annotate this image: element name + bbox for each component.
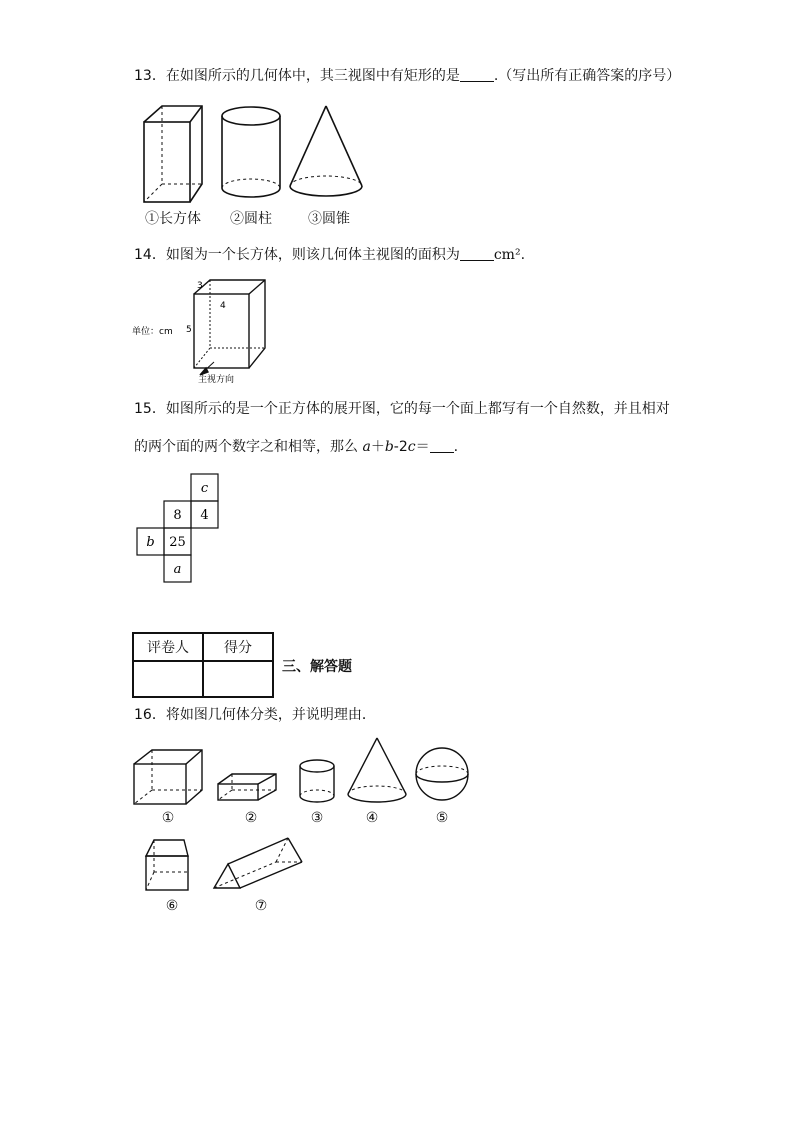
q16-figure-4-cone: [348, 738, 406, 802]
score-table-score-cell[interactable]: [203, 661, 273, 697]
section-title: 三、解答题: [282, 659, 352, 675]
q13-text-after: .（写出所有正确答案的序号）: [493, 68, 681, 84]
q16-figure-5-sphere: [416, 748, 468, 800]
q15-line1: 15．如图所示的是一个正方体的展开图，它的每一个面上都写有一个自然数，并且相对: [134, 401, 670, 417]
q16-label-2: ②: [244, 810, 258, 826]
q15-period: .: [453, 439, 459, 455]
q13-question: [134, 67, 680, 85]
q14-period: .: [520, 247, 526, 263]
net-cell-4: 4: [200, 508, 209, 523]
q14-dim-top: 3: [197, 281, 203, 291]
q16-label-1: ①: [161, 810, 175, 826]
q15-line2: [134, 438, 458, 456]
q14-dim-depth: 4: [220, 301, 226, 311]
q14-question: [134, 246, 525, 264]
q16-figure-1-cube: [134, 750, 202, 804]
q13-answer-blank[interactable]: [460, 67, 494, 82]
q16-figure-6-frustum: [146, 840, 188, 890]
q16-figures-row1: [130, 734, 476, 808]
score-table-grader-cell[interactable]: [133, 661, 203, 697]
net-cell-c: c: [200, 481, 209, 496]
q16-label-3: ③: [310, 810, 324, 826]
q15-cube-net: [136, 472, 222, 586]
q13-label-cuboid: ①长方体: [145, 211, 201, 227]
q14-figure: [128, 274, 288, 386]
cone-figure: [290, 106, 362, 196]
q16-figure-3-cylinder: [300, 760, 334, 802]
score-table: [132, 632, 274, 698]
net-cell-b: b: [146, 535, 155, 550]
q15-var-b: b: [384, 439, 394, 455]
q14-unit-label: 单位：cm: [132, 327, 173, 337]
q15-answer-blank[interactable]: [430, 438, 454, 453]
net-cell-25: 25: [169, 535, 186, 550]
q13-label-cylinder: ②圆柱: [230, 211, 272, 227]
q16-figure-7-prism: [214, 838, 302, 888]
q14-answer-blank[interactable]: [460, 246, 494, 261]
q13-label-cone: ③圆锥: [308, 211, 350, 227]
q13-figure: [136, 100, 376, 204]
score-table-grader-header: 评卷人: [133, 633, 203, 661]
score-table-score-header: 得分: [203, 633, 273, 661]
q15-var-a: a: [362, 439, 371, 455]
net-cell-8: 8: [173, 508, 182, 523]
cuboid-figure: [144, 106, 202, 202]
q14-text-before: 14．如图为一个长方体，则该几何体主视图的面积为: [134, 247, 460, 263]
q15-equals: ＝: [415, 439, 430, 455]
cylinder-figure: [222, 107, 280, 197]
q16-figures-row2: [136, 834, 308, 894]
q15-plus: ＋: [370, 439, 385, 455]
q16-label-6: ⑥: [165, 898, 179, 914]
q15-var-c: c: [407, 439, 416, 455]
q16-label-7: ⑦: [254, 898, 268, 914]
q15-line2-before: 的两个面的两个数字之和相等，那么: [134, 439, 363, 455]
q15-minus2: -2: [393, 439, 408, 455]
q13-text-before: 13．在如图所示的几何体中，其三视图中有矩形的是: [134, 68, 460, 84]
q16-question: 16．将如图几何体分类，并说明理由．: [134, 707, 376, 723]
q14-direction-label: 主视方向: [198, 375, 235, 385]
q16-figure-2-box: [218, 774, 276, 800]
net-cell-a: a: [173, 562, 182, 577]
q14-unit: cm²: [493, 247, 521, 263]
q14-dim-height: 5: [186, 325, 192, 335]
q16-label-4: ④: [365, 810, 379, 826]
q16-label-5: ⑤: [435, 810, 449, 826]
